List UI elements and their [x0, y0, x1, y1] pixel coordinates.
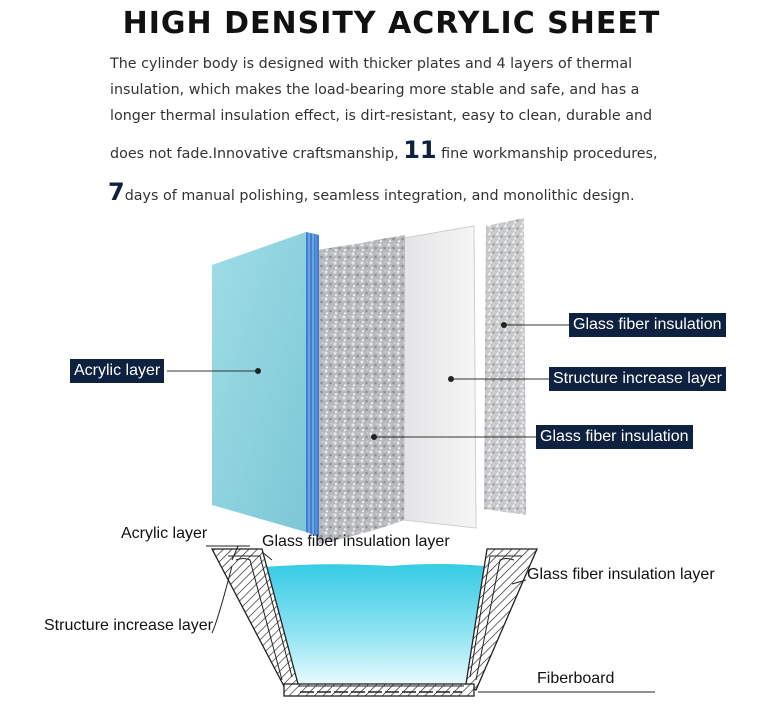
section-label-glass-fiber-right: Glass fiber insulation layer — [527, 566, 715, 583]
procedures-count: 11 — [403, 136, 437, 164]
structure-increase-layer — [404, 226, 476, 528]
label-glass-fiber-insulation-top: Glass fiber insulation — [569, 313, 726, 337]
label-acrylic-layer: Acrylic layer — [70, 359, 164, 383]
description-line-5-text: days of manual polishing, seamless integration, and monolithic design. — [124, 188, 635, 204]
tub-cross-section — [212, 549, 537, 696]
polishing-days-count: 7 — [108, 178, 125, 206]
label-glass-fiber-insulation-bottom: Glass fiber insulation — [536, 425, 693, 449]
glass-fiber-layer-rear — [484, 218, 526, 515]
page-title: HIGH DENSITY ACRYLIC SHEET — [122, 6, 661, 41]
description-line-4-start: does not fade.Innovative craftsmanship, — [110, 146, 399, 162]
section-label-acrylic-layer: Acrylic layer — [121, 525, 208, 542]
glass-fiber-layer-front — [318, 235, 405, 544]
section-label-glass-fiber-top: Glass fiber insulation layer — [262, 533, 450, 550]
section-label-fiberboard: Fiberboard — [537, 670, 615, 687]
description-line-1: The cylinder body is designed with thicker plates and 4 layers of thermal — [110, 56, 633, 72]
acrylic-layer-face — [212, 232, 306, 532]
label-structure-increase-layer: Structure increase layer — [549, 367, 726, 391]
section-label-structure-increase: Structure increase layer — [44, 617, 213, 634]
description-line-3: longer thermal insulation effect, is dirt-resistant, easy to clean, durable and — [110, 108, 653, 124]
description-line-2: insulation, which makes the load-bearing more stable and safe, and has a — [110, 82, 640, 98]
description-line-4-end: fine workmanship procedures, — [441, 146, 658, 162]
